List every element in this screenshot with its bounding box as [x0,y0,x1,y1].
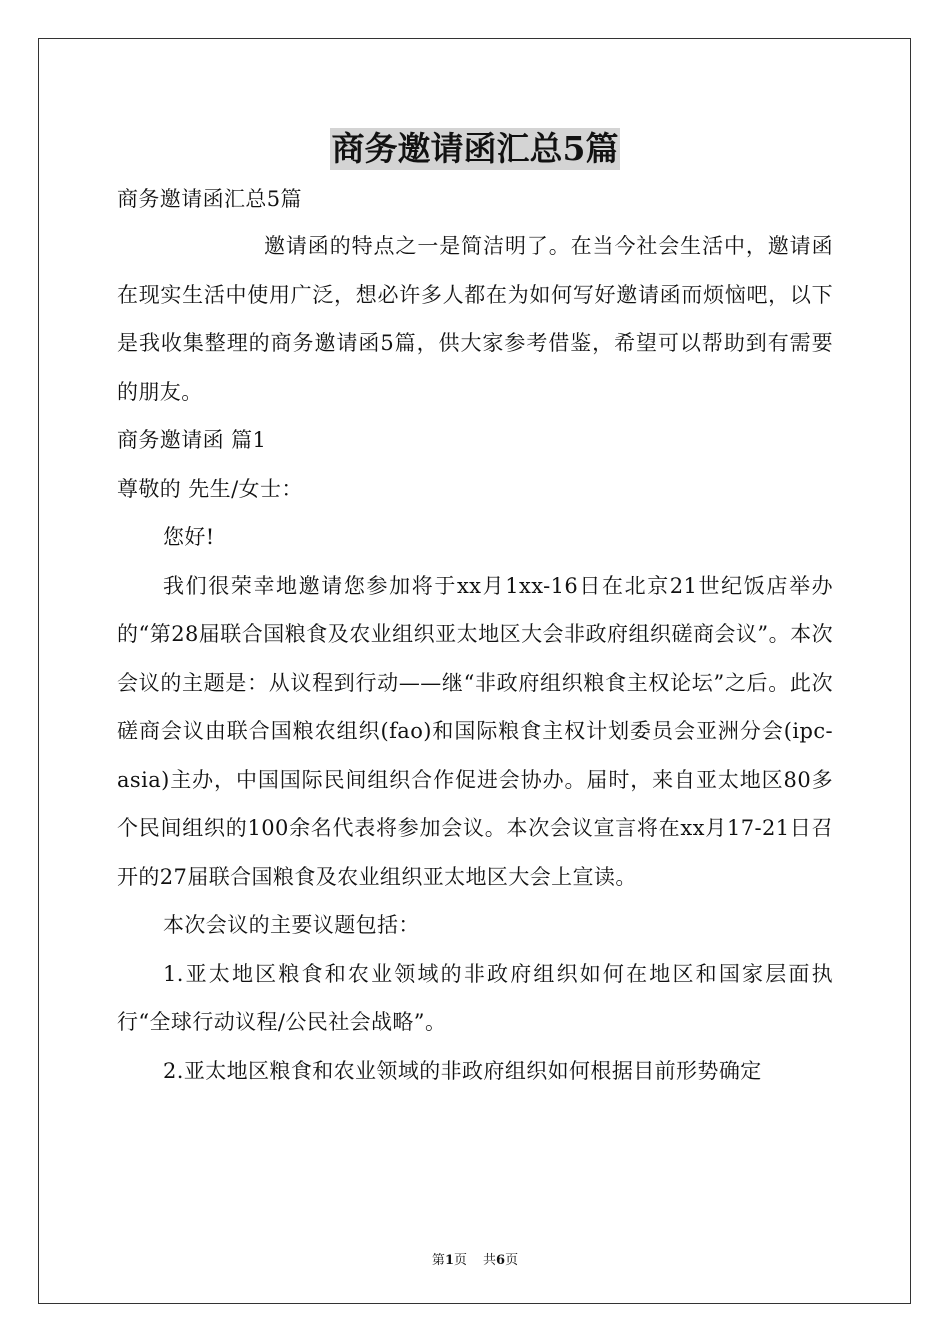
greeting: 您好! [163,525,215,549]
topic-item-2: 2.亚太地区粮食和农业领域的非政府组织如何根据目前形势确定 [163,1058,762,1083]
title-container [0,128,950,170]
subtitle: 商务邀请函汇总5篇 [117,187,302,211]
intro-paragraph: 邀请函的特点之一是简洁明了。在当今社会生活中，邀请函在现实生活中使用广泛，想必许多人都在为如何写好邀请函而烦恼吧，以下是我收集整理的商务邀请函5篇，供大家参考借鉴，希望可以帮助到有需要的朋友。 [117,234,833,404]
total-prefix: 共 [483,1253,497,1268]
topic-item-1: 1.亚太地区粮食和农业领域的非政府组织如何在地区和国家层面执行“全球行动议程/公民社会战略”。 [117,961,833,1034]
total-suffix: 页 [505,1253,519,1268]
page-footer [0,1249,950,1268]
topics-intro: 本次会议的主要议题包括： [163,913,420,937]
page-suffix: 页 [453,1253,467,1268]
document-title: 商务邀请函汇总5篇 [331,129,619,168]
section-heading: 商务邀请函 篇1 [117,428,267,452]
total-pages: 6 [496,1253,506,1268]
page-prefix: 第 [431,1253,445,1268]
body-paragraph: 我们很荣幸地邀请您参加将于xx月1xx-16日在北京21世纪饭店举办的“第28届联合国粮食及农业组织亚太地区大会非政府组织磋商会议”。本次会议的主题是：从议程到行动——继“非政府组织粮食主权论坛”之后。此次磋商会议由联合国粮农组织(fao)和国际粮食主权计划委员会亚洲分会(ipc-asia)主办，中国国际民间组织合作促进会协办。届时，来自亚太地区80多个民间组织的100余名代表将参加会议。本次会议宣言将在xx月17-21日召开的27届联合国粮食及农业组织亚太地区大会上宣读。 [117,573,833,889]
document-body [117,178,833,1095]
page-number: 1 [444,1253,454,1268]
salutation: 尊敬的 先生/女士： [117,476,303,501]
